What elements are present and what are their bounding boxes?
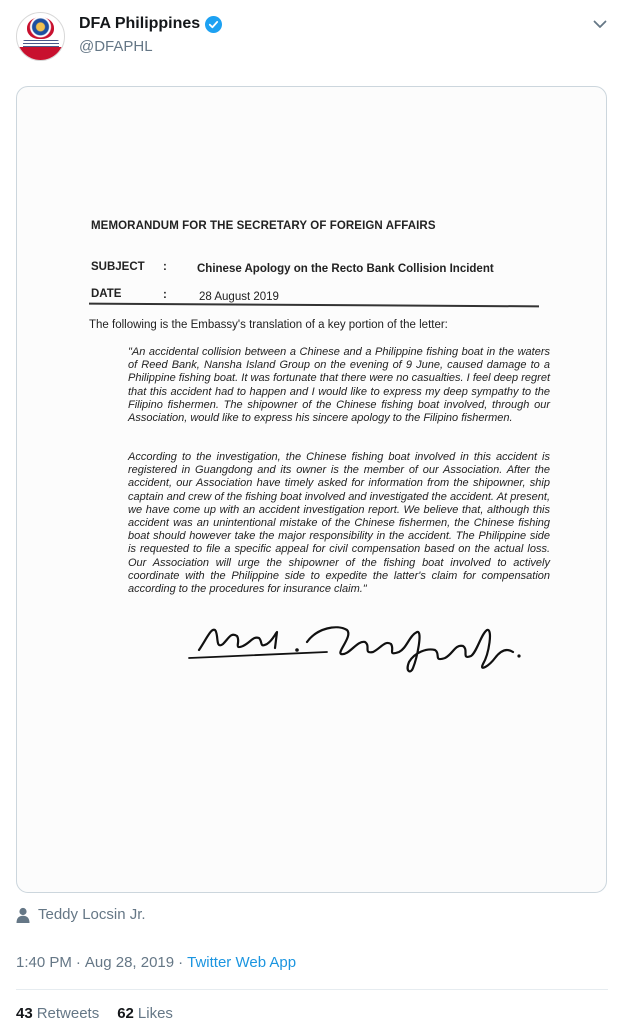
- avatar[interactable]: [16, 12, 65, 61]
- memo-title: MEMORANDUM FOR THE SECRETARY OF FOREIGN AFFAIRS: [91, 220, 436, 232]
- memo-date-colon: :: [163, 289, 167, 301]
- signature-text: Noted! Teddy Locsin Jr.: [177, 614, 188, 615]
- meta-separator: ·: [75, 954, 81, 971]
- memorandum-document: [17, 87, 606, 892]
- handwritten-signature: [177, 614, 537, 684]
- account-handle[interactable]: @DFAPHL: [79, 38, 153, 55]
- tweet-metadata: [16, 954, 296, 971]
- memo-intro: The following is the Embassy's translation of a key portion of the letter:: [89, 319, 448, 331]
- tweet-stats: [16, 1005, 173, 1022]
- seal-banner: [17, 47, 64, 60]
- tagged-user-name[interactable]: Teddy Locsin Jr.: [38, 906, 146, 923]
- likes-stat[interactable]: [117, 1005, 173, 1022]
- memo-divider: [89, 303, 539, 308]
- person-icon: [16, 907, 30, 923]
- account-name[interactable]: DFA Philippines: [79, 15, 201, 32]
- memo-subject-colon: :: [163, 261, 167, 273]
- retweets-label: Retweets: [36, 1005, 100, 1022]
- retweets-count: 43: [16, 1005, 33, 1022]
- retweets-stat[interactable]: [16, 1005, 99, 1022]
- memo-subject-value: Chinese Apology on the Recto Bank Collision Incident: [197, 263, 494, 275]
- tweet-source-link[interactable]: Twitter Web App: [187, 954, 297, 971]
- memo-paragraph-2: According to the investigation, the Chinese fishing boat involved in this accident is registered in Guangdong and its owner is the member of our Association. After the accident, our Association have timely asked for information from the shipowner, ship captain and crew of the fishing boat involved and investigated the accident. At present, we have come up with an accident investigation report. We believe that, although this accident was an unintentional mistake of the Chinese fishermen, the Chinese fishing boat should however take the major responsibility in the accident. The Philippine side is requested to file a specific appeal for civil compensation based on the actual loss. Our Association will urge the shipowner of the fishing boat involved to actively coordinate with the Philippine side to expedite the latter's claim for compensation according to the procedures for insurance claim.": [128, 451, 550, 596]
- memo-date-label: DATE: [91, 288, 122, 300]
- memo-subject-label: SUBJECT: [91, 261, 145, 273]
- tweet-image[interactable]: [16, 86, 607, 893]
- tagged-user[interactable]: [16, 906, 146, 923]
- likes-label: Likes: [137, 1005, 173, 1022]
- account-name-row[interactable]: [79, 15, 222, 33]
- verified-badge-icon: [205, 16, 222, 33]
- meta-separator: ·: [178, 954, 184, 971]
- memo-date-value: 28 August 2019: [199, 291, 279, 303]
- tweet-time[interactable]: 1:40 PM: [16, 954, 72, 971]
- divider: [16, 989, 608, 990]
- memo-paragraph-1: "An accidental collision between a Chinese and a Philippine fishing boat in the waters of Reed Bank, Nansha Island Group on the evening of 9 June, caused damage to a Philippine fishing boat. It was fortunate that there were no casualties. I feel deep regret that this accident had to happen and I would like to express my deep sympathy to the Filipino fishermen. The shipowner of the Chinese fishing boat involved, through our Association, would like to express his sincere apology to the Filipino fishermen.: [128, 346, 550, 425]
- chevron-down-icon[interactable]: [590, 14, 610, 34]
- dfa-seal-icon: [27, 17, 54, 39]
- likes-count: 62: [117, 1005, 134, 1022]
- tweet-date[interactable]: Aug 28, 2019: [84, 954, 175, 971]
